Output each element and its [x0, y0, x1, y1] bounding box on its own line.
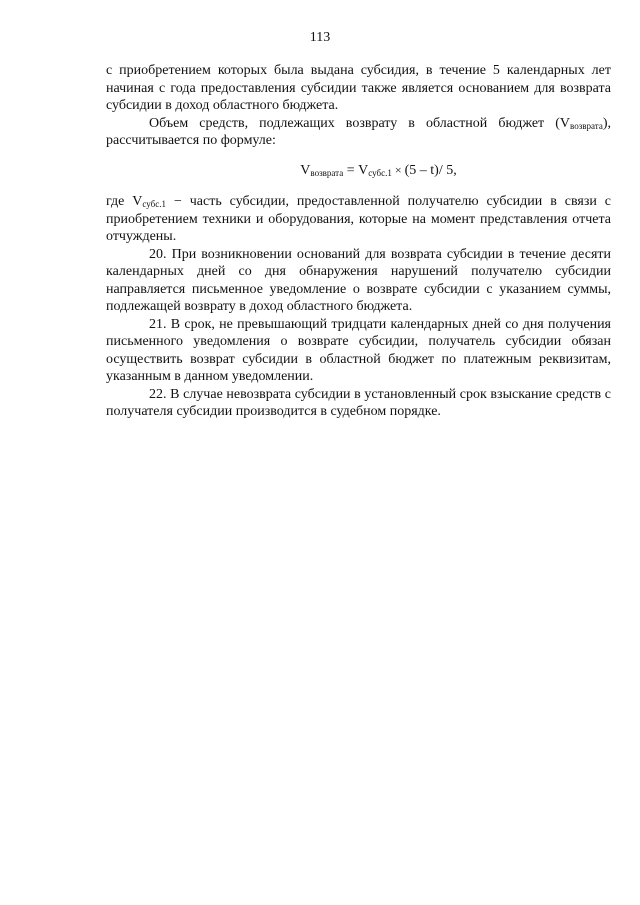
formula-lhs-subscript: возврата [310, 167, 344, 178]
formula-rhs-subscript: субс.1 [368, 167, 392, 178]
document-body [106, 62, 611, 421]
text-segment: ), рассчитывается по формуле: [106, 115, 611, 148]
formula-equals: = [343, 162, 359, 178]
text-segment: где V [106, 194, 143, 209]
paragraph-formula-intro [106, 115, 611, 150]
paragraph-continuation: с приобретением которых была выдана субсидия, в течение 5 календарных лет начиная с года предоставления субсидии также является основанием для возврата субсидии в доход областного бюджета. [106, 63, 611, 113]
formula-times: × [391, 162, 405, 177]
subscript: возврата [570, 120, 603, 131]
paragraph-definition [106, 193, 611, 246]
formula [106, 162, 611, 180]
text-segment: Объем средств, подлежащих возврату в областной бюджет (V [149, 115, 571, 131]
page-number: 113 [309, 30, 331, 45]
paragraph-21: 21. В срок, не превышающий тридцати календарных дней со дня получения письменного уведомления о возврате субсидии, получатель субсидии обязан осуществить возврат субсидии в областной бюджет по платежным реквизитам, указанным в данном уведомлении. [106, 316, 611, 384]
formula-lhs: V [300, 162, 311, 178]
subscript: субс.1 [142, 199, 167, 209]
formula-rhs: V [358, 162, 369, 178]
text-segment: − часть субсидии, предоставленной получателю субсидии в связи с приобретением техники и оборудования, которые на момент представления отчета отчуждены. [106, 194, 611, 244]
paragraph-20: 20. При возникновении оснований для возврата субсидии в течение десяти календарных дней со дня обнаружения нарушений получателю субсидии направляется письменное уведомление о возврате субсидии с указанием суммы, подлежащей возврату в доход областного бюджета. [106, 246, 611, 314]
formula-tail: (5 – t)/ 5, [404, 162, 457, 178]
paragraph-22: 22. В случае невозврата субсидии в установленный срок взыскание средств с получателя субсидии производится в судебном порядке. [106, 386, 611, 419]
